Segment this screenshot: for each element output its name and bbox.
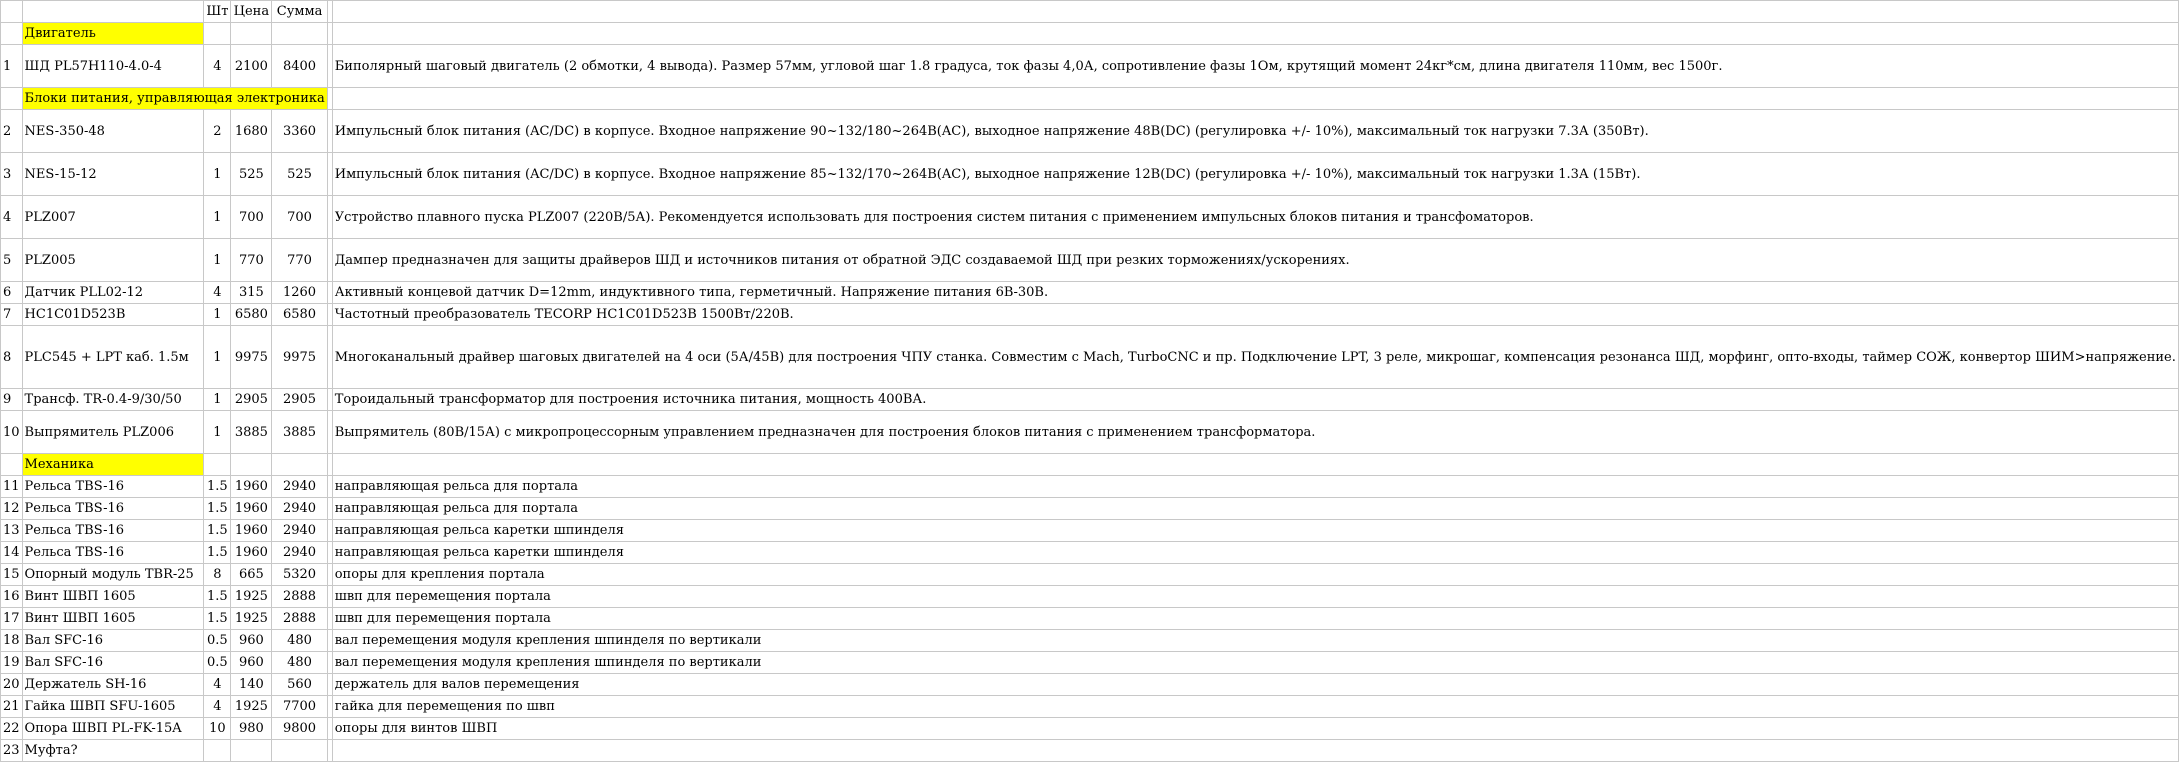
- item-name[interactable]: Вал SFC-16: [22, 630, 204, 652]
- item-name[interactable]: Выпрямитель PLZ006: [22, 411, 204, 454]
- item-qty[interactable]: 1: [204, 411, 231, 454]
- row-number[interactable]: 15: [1, 564, 23, 586]
- item-qty[interactable]: 1: [204, 389, 231, 411]
- row-number[interactable]: 23: [1, 740, 23, 762]
- item-sum[interactable]: 2940: [272, 476, 327, 498]
- item-name[interactable]: Гайка ШВП SFU-1605: [22, 696, 204, 718]
- item-sum[interactable]: 1260: [272, 282, 327, 304]
- item-price[interactable]: 140: [231, 674, 272, 696]
- item-sum[interactable]: 700: [272, 196, 327, 239]
- item-price[interactable]: 770: [231, 239, 272, 282]
- item-price[interactable]: 1960: [231, 542, 272, 564]
- row-number[interactable]: 12: [1, 498, 23, 520]
- item-sum[interactable]: 525: [272, 153, 327, 196]
- table-row: [1, 586, 2179, 608]
- table-row: [1, 498, 2179, 520]
- item-description[interactable]: вал перемещения модуля крепления шпинделя по вертикали: [332, 630, 2178, 652]
- table-row: [1, 304, 2179, 326]
- table-row: [1, 389, 2179, 411]
- section-title-power[interactable]: Блоки питания, управляющая электроника: [22, 88, 327, 110]
- cell[interactable]: [1, 23, 23, 45]
- cell[interactable]: [204, 23, 231, 45]
- item-price[interactable]: 3885: [231, 411, 272, 454]
- item-sum[interactable]: 7700: [272, 696, 327, 718]
- table-row: [1, 674, 2179, 696]
- item-price[interactable]: 1925: [231, 608, 272, 630]
- table-row: [1, 520, 2179, 542]
- cell[interactable]: [272, 454, 327, 476]
- item-name[interactable]: Рельса TBS-16: [22, 476, 204, 498]
- cell[interactable]: [204, 454, 231, 476]
- item-description[interactable]: держатель для валов перемещения: [332, 674, 2178, 696]
- row-number[interactable]: 10: [1, 411, 23, 454]
- item-qty[interactable]: 1.5: [204, 586, 231, 608]
- item-name[interactable]: Трансф. TR-0.4-9/30/50: [22, 389, 204, 411]
- item-qty[interactable]: 0.5: [204, 652, 231, 674]
- item-description[interactable]: швп для перемещения портала: [332, 608, 2178, 630]
- item-name[interactable]: Винт ШВП 1605: [22, 608, 204, 630]
- item-sum[interactable]: 2905: [272, 389, 327, 411]
- table-row: [1, 718, 2179, 740]
- row-number[interactable]: 21: [1, 696, 23, 718]
- item-description[interactable]: Выпрямитель (80В/15А) с микропроцессорным управлением предназначен для построения блоков питания с применением трансформатора.: [332, 411, 2178, 454]
- item-description[interactable]: гайка для перемещения по швп: [332, 696, 2178, 718]
- item-price[interactable]: 315: [231, 282, 272, 304]
- item-price[interactable]: 1960: [231, 520, 272, 542]
- row-number[interactable]: 17: [1, 608, 23, 630]
- item-qty[interactable]: 4: [204, 45, 231, 88]
- item-sum[interactable]: 560: [272, 674, 327, 696]
- item-price[interactable]: 2905: [231, 389, 272, 411]
- table-row: [1, 411, 2179, 454]
- item-description[interactable]: вал перемещения модуля крепления шпинделя по вертикали: [332, 652, 2178, 674]
- item-qty[interactable]: 1: [204, 304, 231, 326]
- item-sum[interactable]: 2940: [272, 542, 327, 564]
- item-description[interactable]: Многоканальный драйвер шаговых двигателей на 4 оси (5А/45В) для построения ЧПУ станка. Совместим с Mach, TurboCNC и пр. Подключение LPT, 3 реле, микрошаг, компенсация резонанса ШД, морфинг, опто-входы, таймер СОЖ, конвертор ШИМ>напряжение.: [332, 326, 2178, 389]
- item-sum[interactable]: 770: [272, 239, 327, 282]
- cell[interactable]: [332, 454, 2178, 476]
- section-title-mech[interactable]: Механика: [22, 454, 204, 476]
- header-qty[interactable]: Шт: [204, 1, 231, 23]
- item-qty[interactable]: 1.5: [204, 498, 231, 520]
- item-description[interactable]: швп для перемещения портала: [332, 586, 2178, 608]
- row-number[interactable]: 13: [1, 520, 23, 542]
- item-description[interactable]: Биполярный шаговый двигатель (2 обмотки, 4 вывода). Размер 57мм, угловой шаг 1.8 градуса, ток фазы 4,0А, сопротивление фазы 1Ом, крутящий момент 24кг*см, длина двигателя 110мм, вес 1500г.: [332, 45, 2178, 88]
- row-number[interactable]: 14: [1, 542, 23, 564]
- cell[interactable]: [332, 1, 2178, 23]
- item-name[interactable]: NES-15-12: [22, 153, 204, 196]
- item-description[interactable]: Тороидальный трансформатор для построения источника питания, мощность 400ВА.: [332, 389, 2178, 411]
- item-price[interactable]: 960: [231, 652, 272, 674]
- item-name[interactable]: PLZ005: [22, 239, 204, 282]
- item-qty[interactable]: 2: [204, 110, 231, 153]
- item-name[interactable]: Держатель SH-16: [22, 674, 204, 696]
- item-name[interactable]: Опорный модуль TBR-25: [22, 564, 204, 586]
- item-name[interactable]: HC1C01D523B: [22, 304, 204, 326]
- item-description[interactable]: опоры для винтов ШВП: [332, 718, 2178, 740]
- cell[interactable]: [231, 454, 272, 476]
- item-qty[interactable]: 1.5: [204, 476, 231, 498]
- item-name[interactable]: Винт ШВП 1605: [22, 586, 204, 608]
- cell[interactable]: [22, 1, 204, 23]
- item-qty[interactable]: 1.5: [204, 542, 231, 564]
- item-price[interactable]: 700: [231, 196, 272, 239]
- item-sum[interactable]: 5320: [272, 564, 327, 586]
- item-name[interactable]: PLZ007: [22, 196, 204, 239]
- item-qty[interactable]: 1.5: [204, 608, 231, 630]
- item-name[interactable]: NES-350-48: [22, 110, 204, 153]
- item-qty[interactable]: 1.5: [204, 520, 231, 542]
- row-number[interactable]: 19: [1, 652, 23, 674]
- table-row: [1, 608, 2179, 630]
- cell[interactable]: [1, 1, 23, 23]
- table-row: [1, 110, 2179, 153]
- table-row: [1, 153, 2179, 196]
- row-number[interactable]: 3: [1, 153, 23, 196]
- item-description[interactable]: [332, 740, 2178, 762]
- table-row: [1, 45, 2179, 88]
- item-qty[interactable]: 4: [204, 282, 231, 304]
- row-number[interactable]: 9: [1, 389, 23, 411]
- row-number[interactable]: 2: [1, 110, 23, 153]
- row-number[interactable]: 22: [1, 718, 23, 740]
- table-row: [1, 196, 2179, 239]
- item-sum[interactable]: 480: [272, 630, 327, 652]
- header-price[interactable]: Цена: [231, 1, 272, 23]
- item-price[interactable]: 6580: [231, 304, 272, 326]
- cell[interactable]: [1, 454, 23, 476]
- row-number[interactable]: 18: [1, 630, 23, 652]
- row-number[interactable]: 11: [1, 476, 23, 498]
- item-qty[interactable]: 8: [204, 564, 231, 586]
- item-sum[interactable]: 9800: [272, 718, 327, 740]
- item-name[interactable]: Муфта?: [22, 740, 204, 762]
- row-number[interactable]: 20: [1, 674, 23, 696]
- cell[interactable]: [231, 23, 272, 45]
- cell[interactable]: [272, 23, 327, 45]
- item-sum[interactable]: [272, 740, 327, 762]
- item-price[interactable]: 1960: [231, 476, 272, 498]
- item-price[interactable]: 1925: [231, 586, 272, 608]
- row-number[interactable]: 4: [1, 196, 23, 239]
- item-sum[interactable]: 2888: [272, 586, 327, 608]
- table-row: [1, 740, 2179, 762]
- table-row: [1, 652, 2179, 674]
- item-price[interactable]: 980: [231, 718, 272, 740]
- table-row: [1, 326, 2179, 389]
- item-name[interactable]: Рельса TBS-16: [22, 542, 204, 564]
- item-sum[interactable]: 480: [272, 652, 327, 674]
- item-price[interactable]: 1680: [231, 110, 272, 153]
- item-description[interactable]: Импульсный блок питания (AC/DC) в корпусе. Входное напряжение 85~132/170~264В(AC), выходное напряжение 12В(DC) (регулировка +/- 10%), максимальный ток нагрузки 1.3А (15Вт).: [332, 153, 2178, 196]
- item-description[interactable]: Импульсный блок питания (AC/DC) в корпусе. Входное напряжение 90~132/180~264В(AC), выходное напряжение 48В(DC) (регулировка +/- 10%), максимальный ток нагрузки 7.3А (350Вт).: [332, 110, 2178, 153]
- item-price[interactable]: 9975: [231, 326, 272, 389]
- item-sum[interactable]: 3360: [272, 110, 327, 153]
- item-price[interactable]: 665: [231, 564, 272, 586]
- item-qty[interactable]: 1: [204, 153, 231, 196]
- item-sum[interactable]: 3885: [272, 411, 327, 454]
- row-number[interactable]: 6: [1, 282, 23, 304]
- table-row: [1, 239, 2179, 282]
- item-qty[interactable]: 1: [204, 326, 231, 389]
- item-description[interactable]: Дампер предназначен для защиты драйверов ШД и источников питания от обратной ЭДС создаваемой ШД при резких торможениях/ускорениях.: [332, 239, 2178, 282]
- item-name[interactable]: PLC545 + LPT каб. 1.5м: [22, 326, 204, 389]
- table-row: [1, 542, 2179, 564]
- item-sum[interactable]: 9975: [272, 326, 327, 389]
- item-description[interactable]: направляющая рельса для портала: [332, 476, 2178, 498]
- item-sum[interactable]: 2940: [272, 520, 327, 542]
- cell[interactable]: [1, 88, 23, 110]
- item-description[interactable]: направляющая рельса для портала: [332, 498, 2178, 520]
- item-sum[interactable]: 8400: [272, 45, 327, 88]
- header-sum[interactable]: Сумма: [272, 1, 327, 23]
- row-number[interactable]: 8: [1, 326, 23, 389]
- item-qty[interactable]: 1: [204, 239, 231, 282]
- table-row: [1, 282, 2179, 304]
- row-number[interactable]: 1: [1, 45, 23, 88]
- item-sum[interactable]: 6580: [272, 304, 327, 326]
- item-price[interactable]: 1960: [231, 498, 272, 520]
- item-qty[interactable]: 0.5: [204, 630, 231, 652]
- item-name[interactable]: Рельса TBS-16: [22, 520, 204, 542]
- table-row: [1, 476, 2179, 498]
- item-description[interactable]: Активный концевой датчик D=12mm, индуктивного типа, герметичный. Напряжение питания 6В-30В.: [332, 282, 2178, 304]
- item-name[interactable]: Датчик PLL02-12: [22, 282, 204, 304]
- item-description[interactable]: направляющая рельса каретки шпинделя: [332, 520, 2178, 542]
- table-row: [1, 696, 2179, 718]
- item-sum[interactable]: 2940: [272, 498, 327, 520]
- cell[interactable]: [332, 88, 2178, 110]
- item-description[interactable]: направляющая рельса каретки шпинделя: [332, 542, 2178, 564]
- item-price[interactable]: [231, 740, 272, 762]
- row-number[interactable]: 16: [1, 586, 23, 608]
- section-row-motor: [1, 23, 2179, 45]
- item-qty[interactable]: 4: [204, 674, 231, 696]
- item-price[interactable]: 2100: [231, 45, 272, 88]
- table-row: [1, 564, 2179, 586]
- item-description[interactable]: Устройство плавного пуска PLZ007 (220В/5А). Рекомендуется использовать для построения систем питания с применением импульсных блоков питания и трансфоматоров.: [332, 196, 2178, 239]
- item-name[interactable]: ШД PL57H110-4.0-4: [22, 45, 204, 88]
- item-price[interactable]: 525: [231, 153, 272, 196]
- item-qty[interactable]: 10: [204, 718, 231, 740]
- item-qty[interactable]: 4: [204, 696, 231, 718]
- item-qty[interactable]: [204, 740, 231, 762]
- section-row-power: [1, 88, 2179, 110]
- table-row: [1, 630, 2179, 652]
- item-description[interactable]: Частотный преобразователь TECORP HC1C01D523B 1500Вт/220В.: [332, 304, 2178, 326]
- header-row: [1, 1, 2179, 23]
- item-name[interactable]: Вал SFC-16: [22, 652, 204, 674]
- item-price[interactable]: 1925: [231, 696, 272, 718]
- cell[interactable]: [332, 23, 2178, 45]
- section-title-motor[interactable]: Двигатель: [22, 23, 204, 45]
- row-number[interactable]: 5: [1, 239, 23, 282]
- item-description[interactable]: опоры для крепления портала: [332, 564, 2178, 586]
- row-number[interactable]: 7: [1, 304, 23, 326]
- item-name[interactable]: Опора ШВП PL-FK-15A: [22, 718, 204, 740]
- item-sum[interactable]: 2888: [272, 608, 327, 630]
- item-qty[interactable]: 1: [204, 196, 231, 239]
- item-price[interactable]: 960: [231, 630, 272, 652]
- section-row-mech: [1, 454, 2179, 476]
- item-name[interactable]: Рельса TBS-16: [22, 498, 204, 520]
